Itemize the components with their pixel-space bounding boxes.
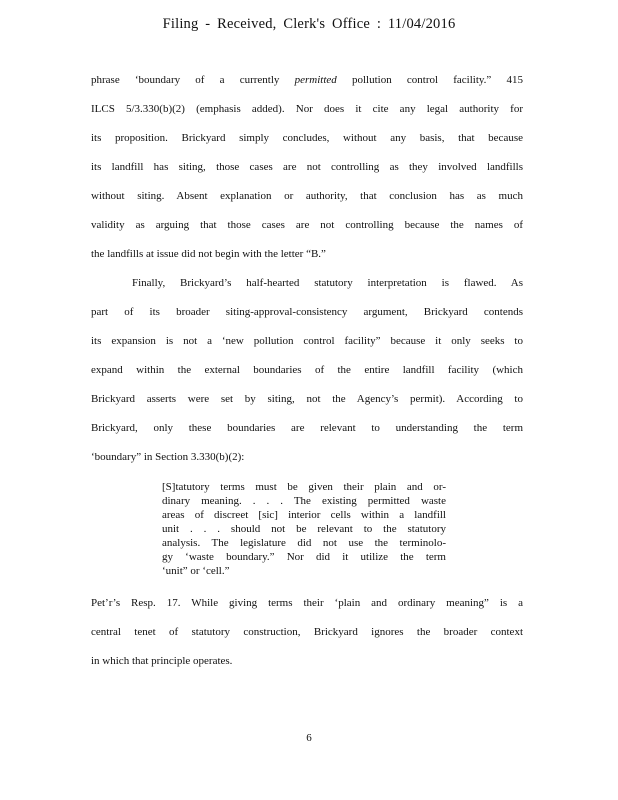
body-line: Brickyard asserts were set by siting, not the Agency’s permit). According to [91, 393, 523, 405]
body-line: central tenet of statutory construction, Brickyard ignores the broader context [91, 626, 523, 638]
body-line: ILCS 5/3.330(b)(2) (emphasis added). Nor does it cite any legal authority for [91, 103, 523, 115]
body-line: Brickyard, only these boundaries are relevant to understanding the term [91, 422, 523, 434]
body-line: Finally, Brickyard’s half-hearted statutory interpretation is flawed. As [132, 277, 523, 289]
body-line: the landfills at issue did not begin with the letter “B.” [91, 248, 326, 260]
quote-line: gy ‘waste boundary.” Nor did it utilize the term [162, 551, 446, 563]
body-line: ‘boundary” in Section 3.330(b)(2): [91, 451, 245, 463]
quote-line: ‘unit” or ‘cell.” [162, 565, 230, 577]
body-line: in which that principle operates. [91, 655, 233, 667]
page-number: 6 [306, 732, 312, 744]
quote-line: [S]tatutory terms must be given their plain and or- [162, 481, 446, 493]
emphasis-word: permitted [294, 74, 337, 86]
filing-stamp-header: Filing - Received, Clerk's Office : 11/04/2016 [162, 16, 456, 32]
body-line: validity as arguing that those cases are not controlling because the names of [91, 219, 523, 231]
body-line: its proposition. Brickyard simply concludes, without any basis, that because [91, 132, 523, 144]
quote-line: unit . . . should not be relevant to the statutory [162, 523, 446, 535]
body-line: Pet’r’s Resp. 17. While giving terms their ‘plain and ordinary meaning” is a [91, 597, 523, 609]
quote-line: areas of discreet [sic] interior cells within a landfill [162, 509, 446, 521]
quote-line: dinary meaning. . . . The existing permitted waste [162, 495, 446, 507]
body-line: part of its broader siting-approval-consistency argument, Brickyard contends [91, 306, 523, 318]
body-line: without siting. Absent explanation or authority, that conclusion has as much [91, 190, 523, 202]
body-line: its expansion is not a ‘new pollution control facility” because it only seeks to [91, 335, 523, 347]
quote-line: analysis. The legislature did not use the terminolo- [162, 537, 446, 549]
body-line: its landfill has siting, those cases are not controlling as they involved landfills [91, 161, 523, 173]
body-line: phrase ‘boundary of a currently permitted pollution control facility.” 415 [91, 74, 523, 86]
body-line: expand within the external boundaries of the entire landfill facility (which [91, 364, 523, 376]
